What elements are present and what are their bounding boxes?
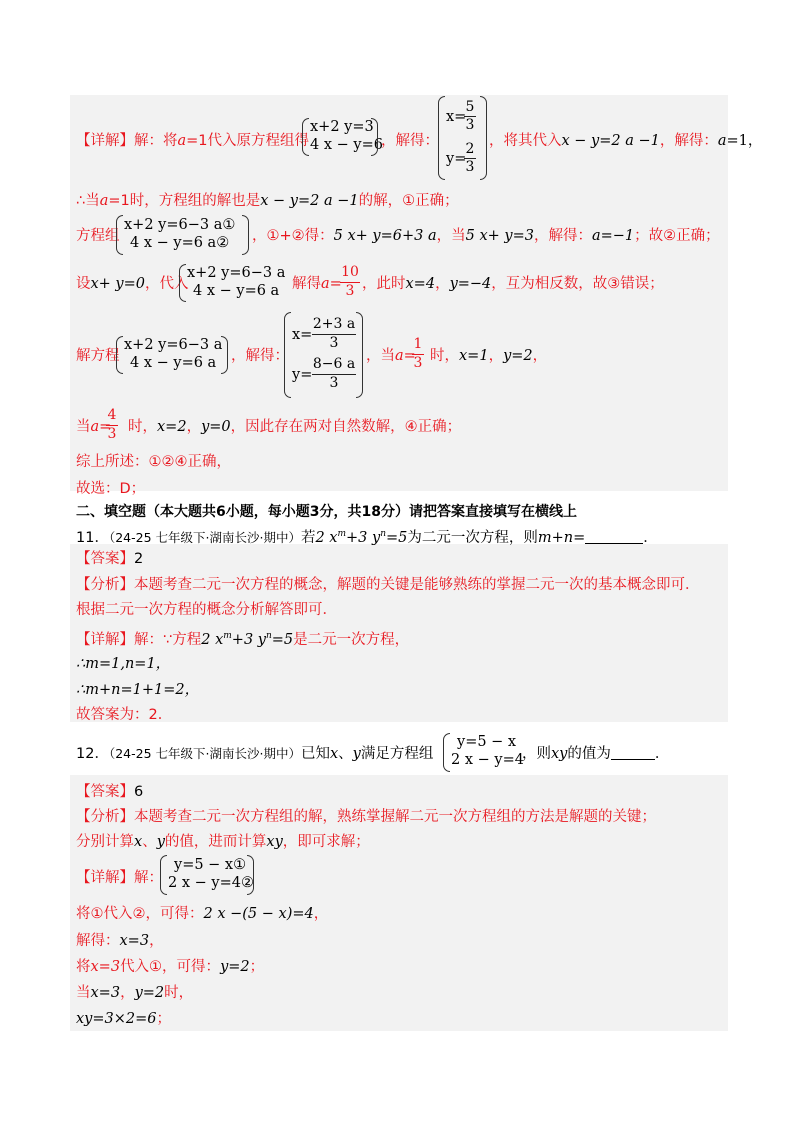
q11-analysis: 【分析】本题考查二元一次方程的概念，解题的关键是能够熟练的掌握二元一次的基本概念即可． xyxy=(76,577,700,593)
question-12: 12．（24-25 七年级下·湖南长沙·期中）已知x、y满足方程组 xyxy=(76,746,434,762)
system-a: x+2 y=3 4 x − y=6 xyxy=(310,119,383,153)
solution-a-rbrace xyxy=(480,96,487,180)
system-a-rbrace xyxy=(371,118,378,156)
solution-line-4: 设x+ y=0，代入 xyxy=(76,276,189,292)
solution-line-8: 故选：D； xyxy=(76,481,146,497)
solution-line-2: ∴当a=1时，方程组的解也是x − y=2 a −1的解，①正确； xyxy=(76,193,459,209)
question-11: 11．（24-25 七年级下·湖南长沙·期中）若2 $x^m+3$ $y^n=5$为二元一次方程，则m+n= ． xyxy=(76,529,658,546)
answer-blank-11[interactable] xyxy=(585,529,643,544)
solution-line-6: 当a= xyxy=(76,419,112,435)
solution-line-1: 【详解】解：将a=1代入原方程组得 xyxy=(76,133,310,149)
q12-detail: 【详解】解： xyxy=(76,870,163,886)
q11-answer: 【答案】2 xyxy=(76,551,144,567)
system-a-brace xyxy=(302,118,309,156)
q12-system: y=5 − x 2 x − y=4 xyxy=(451,734,524,768)
solution-line-7: 综上所述：①②④正确， xyxy=(76,454,231,470)
q12-analysis: 【分析】本题考查二元一次方程组的解，熟练掌握解二元一次方程组的方法是解题的关键； xyxy=(76,809,656,825)
solution-line-5: 解方程 xyxy=(76,348,120,364)
q11-detail: 【详解】解：∵方程2 $x^m+3$ $y^n=5$是二元一次方程， xyxy=(76,631,410,648)
detail-heading: 【详解】 xyxy=(76,133,134,149)
q12-detail-system: y=5 − x① 2 x − y=4② xyxy=(168,857,254,891)
solution-line-3: 方程组 xyxy=(76,228,120,244)
system-b: x+2 y=6−3 a① 4 x − y=6 a② xyxy=(124,217,236,251)
system-d: x+2 y=6−3 a 4 x − y=6 a xyxy=(124,337,223,371)
section-title: 二、填空题（本大题共6小题，每小题3分，共18分）请把答案直接填写在横线上 xyxy=(76,504,577,520)
solution-a-brace xyxy=(438,96,445,180)
system-c: x+2 y=6−3 a 4 x − y=6 a xyxy=(187,265,286,299)
q12-answer: 【答案】6 xyxy=(76,784,144,800)
answer-blank-12[interactable] xyxy=(611,745,655,760)
